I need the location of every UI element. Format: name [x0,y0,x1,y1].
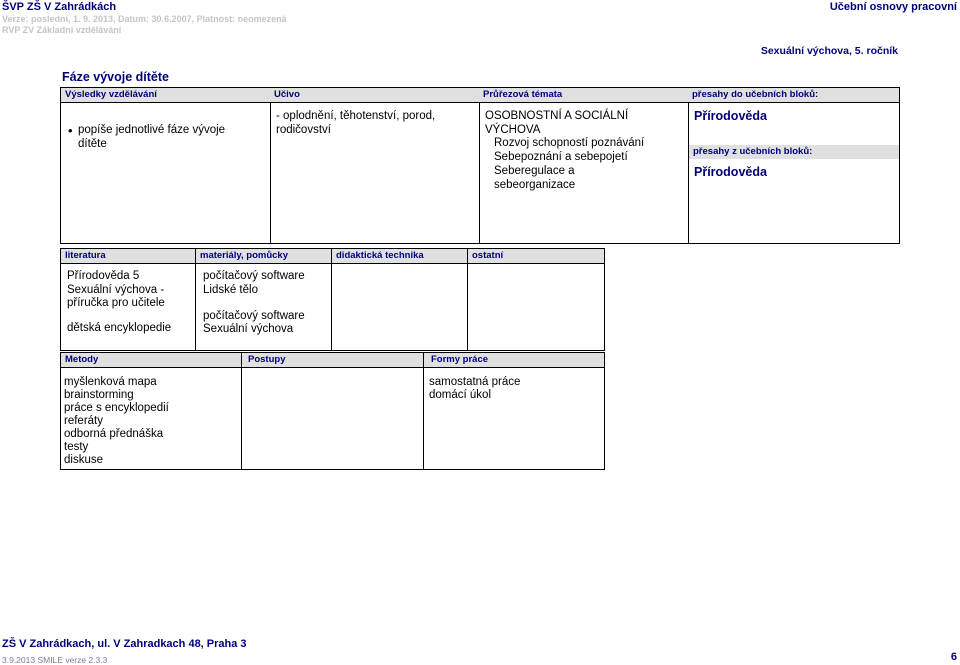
col-head-other: ostatní [472,250,504,261]
overlap-to-link[interactable]: Přírodověda [694,109,767,123]
divider [479,102,480,243]
method-item: brainstorming [64,389,134,401]
col-head-methods: Metody [65,354,99,365]
overlap-from-link[interactable]: Přírodověda [694,165,767,179]
form-item: samostatná práce [429,376,521,388]
curriculum-line-1: - oplodnění, těhotenství, porod, [276,110,436,122]
col-head-literature: literatura [65,250,106,261]
material-item: Lidské tělo [203,284,258,296]
theme-main-2: VÝCHOVA [485,124,541,136]
method-item: odborná přednáška [64,428,164,440]
col-head-curriculum: Učivo [274,89,300,100]
col-head-forms: Formy práce [431,354,489,365]
overlap-from-head: přesahy z učebních bloků: [689,145,899,159]
material-item: počítačový software [203,270,305,282]
theme-sub-1: Rozvoj schopností poznávání [494,137,645,149]
rvp-line: RVP ZV Základní vzdělávání [2,25,122,35]
curriculum-line-2: rodičovství [276,124,331,136]
col-head-outcomes: Výsledky vzdělávání [65,89,157,100]
version-line: Verze: poslední, 1. 9. 2013, Datum: 30.6.2007, Platnost: neomezená [2,14,287,24]
method-item: myšlenková mapa [64,376,157,388]
method-item: práce s encyklopedií [64,402,169,414]
subject-title: Sexuální výchova, 5. ročník [760,45,898,57]
theme-main-1: OSOBNOSTNÍ A SOCIÁLNÍ [485,110,629,122]
theme-sub-3: Seberegulace a [494,165,575,177]
col-head-materials: materiály, pomůcky [200,250,289,261]
footer-meta: 3.9.2013 SMILE verze 2.3.3 [2,655,108,665]
divider [60,367,605,368]
section-table [60,87,900,244]
theme-sub-2: Sebepoznání a sebepojetí [494,151,628,163]
col-head-overlaps: přesahy do učebních bloků: [692,89,819,100]
literature-item: příručka pro učitele [67,297,165,309]
literature-item: Sexuální výchova - [67,284,165,296]
doc-type: Učební osnovy pracovní [829,1,957,13]
literature-item: Přírodověda 5 [67,270,140,282]
divider [270,102,271,243]
method-item: referáty [64,415,103,427]
divider [60,263,605,264]
col-head-didactic: didaktická technika [336,250,424,261]
page-number: 6 [950,651,957,663]
footer-address: ZŠ V Zahrádkach, ul. V Zahradkach 48, Praha 3 [2,638,247,650]
theme-sub-4: sebeorganizace [494,179,576,191]
method-item: diskuse [64,454,103,466]
literature-item: dětská encyklopedie [67,322,172,334]
divider [241,352,242,470]
outcome-line-1: popíše jednotlivé fáze vývoje [78,124,226,136]
school-title: ŠVP ZŠ V Zahrádkách [2,1,117,13]
material-item: počítačový software [203,310,305,322]
col-head-procedures: Postupy [248,354,286,365]
divider [423,352,424,470]
method-item: testy [64,441,89,453]
bullet: • [68,123,73,138]
form-item: domácí úkol [429,389,492,401]
col-head-themes: Průřezová témata [483,89,563,100]
section-title: Fáze vývoje dítěte [62,70,169,84]
material-item: Sexuální výchova [203,323,294,335]
divider [60,102,900,103]
outcome-line-2: dítěte [78,138,107,150]
divider [688,102,689,243]
